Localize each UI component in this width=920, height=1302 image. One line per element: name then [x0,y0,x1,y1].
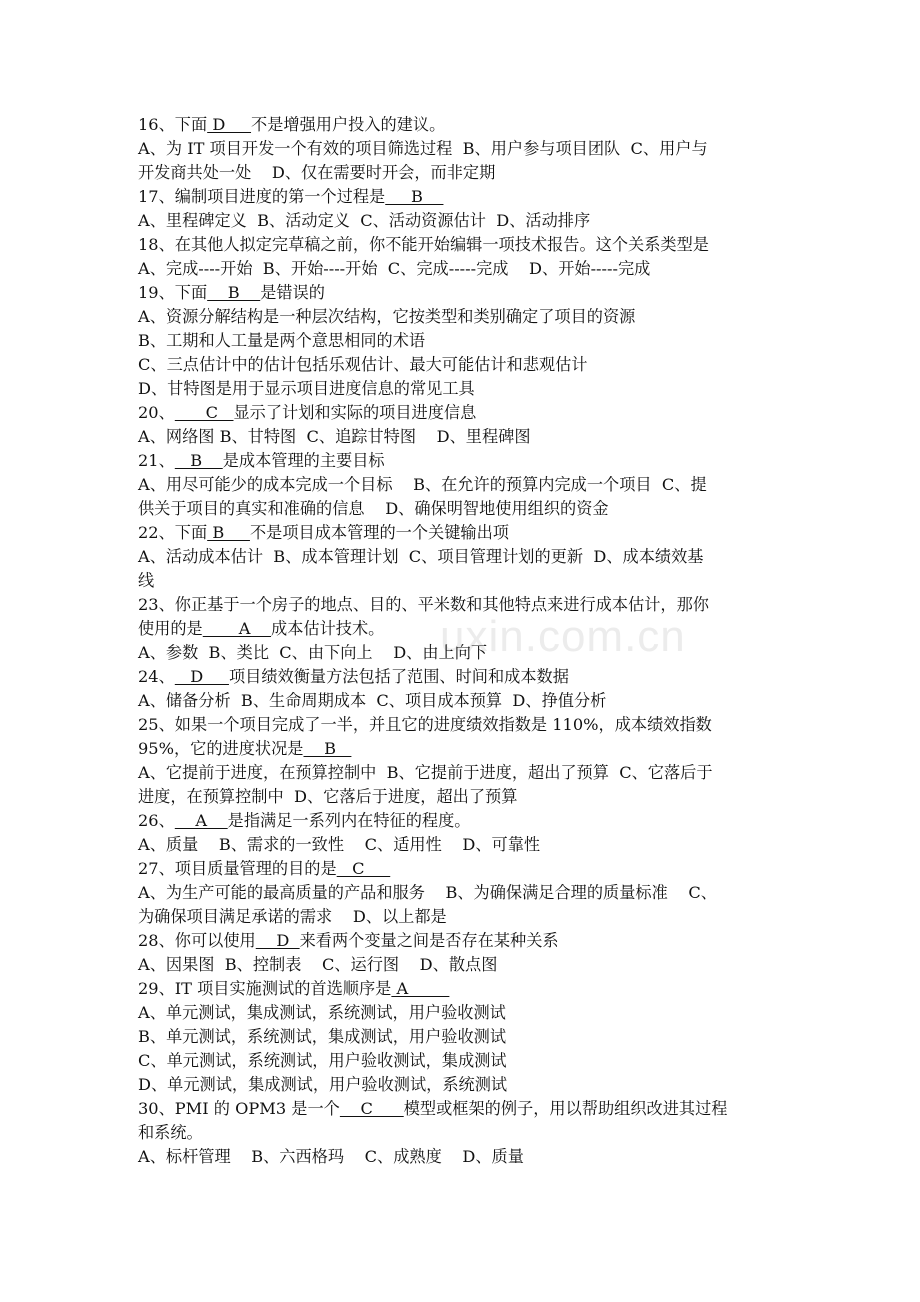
line-text: A、标杆管理 B、六西格玛 C、成熟度 D、质量 [138,1147,524,1166]
text-line [138,761,788,785]
text-line [138,833,788,857]
line-text: A、它提前于进度，在预算控制中 B、它提前于进度，超出了预算 C、它落后于 [138,763,713,782]
line-text: 28、你可以使用 [138,931,256,950]
line-text: 17、编制项目进度的第一个过程是 [138,187,386,206]
text-line [138,185,788,209]
text-line [138,1121,788,1145]
text-line [138,809,788,833]
text-line [138,929,788,953]
text-line [138,353,788,377]
line-text: 显示了计划和实际的项目进度信息 [233,403,477,422]
line-text: A、质量 B、需求的一致性 C、适用性 D、可靠性 [138,835,541,854]
line-text: B、单元测试，系统测试，集成测试，用户验收测试 [138,1027,507,1046]
text-line [138,281,788,305]
line-text: A、用尽可能少的成本完成一个目标 B、在允许的预算内完成一个项目 C、提 [138,475,707,494]
text-line [138,953,788,977]
line-text: D、单元测试，集成测试，用户验收测试，系统测试 [138,1075,508,1094]
text-line [138,257,788,281]
line-text: 成本估计技术。 [271,619,385,638]
line-text: 线 [138,571,155,590]
line-text: 是错误的 [260,283,325,302]
text-line [138,857,788,881]
text-line [138,401,788,425]
text-line [138,1145,788,1169]
line-text: 29、IT 项目实施测试的首选顺序是 [138,979,392,998]
line-text: 进度，在预算控制中 D、它落后于进度，超出了预算 [138,787,518,806]
text-line [138,593,788,617]
text-line [138,137,788,161]
line-text: 不是项目成本管理的一个关键输出项 [249,523,509,542]
text-line [138,785,788,809]
line-text: 开发商共处一处 D、仅在需要时开会，而非定期 [138,163,496,182]
answer-blank: C [339,1099,404,1118]
text-line [138,329,788,353]
text-line [138,1001,788,1025]
line-text: 95%，它的进度状况是 [138,739,304,758]
text-line [138,665,788,689]
answer-blank: B [207,523,250,542]
answer-blank: D [255,931,300,950]
text-line [138,569,788,593]
text-line [138,377,788,401]
text-line [138,881,788,905]
line-text: 来看两个变量之间是否存在某种关系 [299,931,559,950]
text-line [138,617,788,641]
answer-blank: A [174,811,228,830]
line-text: C、三点估计中的估计包括乐观估计、最大可能估计和悲观估计 [138,355,588,374]
line-text: A、完成----开始 B、开始----开始 C、完成-----完成 D、开始-----完成 [138,259,651,278]
line-text: A、里程碑定义 B、活动定义 C、活动资源估计 D、活动排序 [138,211,591,230]
line-text: 模型或框架的例子，用以帮助组织改进其过程 [403,1099,728,1118]
answer-blank: A [391,979,450,998]
text-line [138,209,788,233]
text-line [138,737,788,761]
line-text: D、甘特图是用于显示项目进度信息的常见工具 [138,379,475,398]
line-text: A、储备分析 B、生命周期成本 C、项目成本预算 D、挣值分析 [138,691,607,710]
text-line [138,305,788,329]
watermark: uxin.com.cn [440,612,686,661]
line-text: 19、下面 [138,283,208,302]
line-text: A、为 IT 项目开发一个有效的项目筛选过程 B、用户参与项目团队 C、用户与 [138,139,708,158]
answer-blank: B [174,451,223,470]
line-text: 不是增强用户投入的建议。 [251,115,446,134]
text-line [138,1073,788,1097]
text-line [138,425,788,449]
text-line [138,545,788,569]
text-line [138,1025,788,1049]
line-text: 22、下面 [138,523,208,542]
line-text: A、单元测试，集成测试，系统测试，用户验收测试 [138,1003,506,1022]
line-text: 项目绩效衡量方法包括了范围、时间和成本数据 [228,667,569,686]
line-text: 为确保项目满足承诺的需求 D、以上都是 [138,907,447,926]
answer-blank: B [207,283,261,302]
answer-blank: C [336,859,391,878]
text-line [138,449,788,473]
line-text: A、资源分解结构是一种层次结构，它按类型和类别确定了项目的资源 [138,307,636,326]
line-text: A、网络图 B、甘特图 C、追踪甘特图 D、里程碑图 [138,427,531,446]
line-text: 和系统。 [138,1123,203,1142]
text-line [138,473,788,497]
line-text: 23、你正基于一个房子的地点、目的、平米数和其他特点来进行成本估计，那你 [138,595,709,614]
text-line [138,977,788,1001]
line-text: 是成本管理的主要目标 [222,451,385,470]
text-line [138,113,788,137]
answer-blank: B [385,187,444,206]
text-line [138,641,788,665]
line-text: 24、 [138,667,175,686]
answer-blank: C [174,403,234,422]
line-text: 是指满足一系列内在特征的程度。 [227,811,471,830]
text-line [138,1097,788,1121]
line-text: 16、下面 [138,115,208,134]
answer-blank: D [207,115,252,134]
line-text: 27、项目质量管理的目的是 [138,859,337,878]
line-text: 26、 [138,811,175,830]
line-text: 25、如果一个项目完成了一半，并且它的进度绩效指数是 110%，成本绩效指数 [138,715,712,734]
line-text: A、活动成本估计 B、成本管理计划 C、项目管理计划的更新 D、成本绩效基 [138,547,704,566]
text-line [138,521,788,545]
text-line [138,497,788,521]
text-line [138,905,788,929]
line-text: C、单元测试，系统测试，用户验收测试，集成测试 [138,1051,507,1070]
line-text: 供关于项目的真实和准确的信息 D、确保明智地使用组织的资金 [138,499,609,518]
answer-blank: B [303,739,352,758]
text-line [138,1049,788,1073]
line-text: 18、在其他人拟定完草稿之前，你不能开始编辑一项技术报告。这个关系类型是 [138,235,709,254]
answer-blank: A [202,619,272,638]
line-text: A、因果图 B、控制表 C、运行图 D、散点图 [138,955,498,974]
text-line [138,713,788,737]
line-text: B、工期和人工量是两个意思相同的术语 [138,331,426,350]
line-text: 使用的是 [138,619,203,638]
answer-blank: D [174,667,229,686]
document-body [138,113,788,1169]
line-text: 20、 [138,403,175,422]
line-text: A、为生产可能的最高质量的产品和服务 B、为确保满足合理的质量标准 C、 [138,883,717,902]
text-line [138,689,788,713]
line-text: 30、PMI 的 OPM3 是一个 [138,1099,340,1118]
text-line [138,233,788,257]
text-line [138,161,788,185]
line-text: A、参数 B、类比 C、由下向上 D、由上向下 [138,643,488,662]
line-text: 21、 [138,451,175,470]
